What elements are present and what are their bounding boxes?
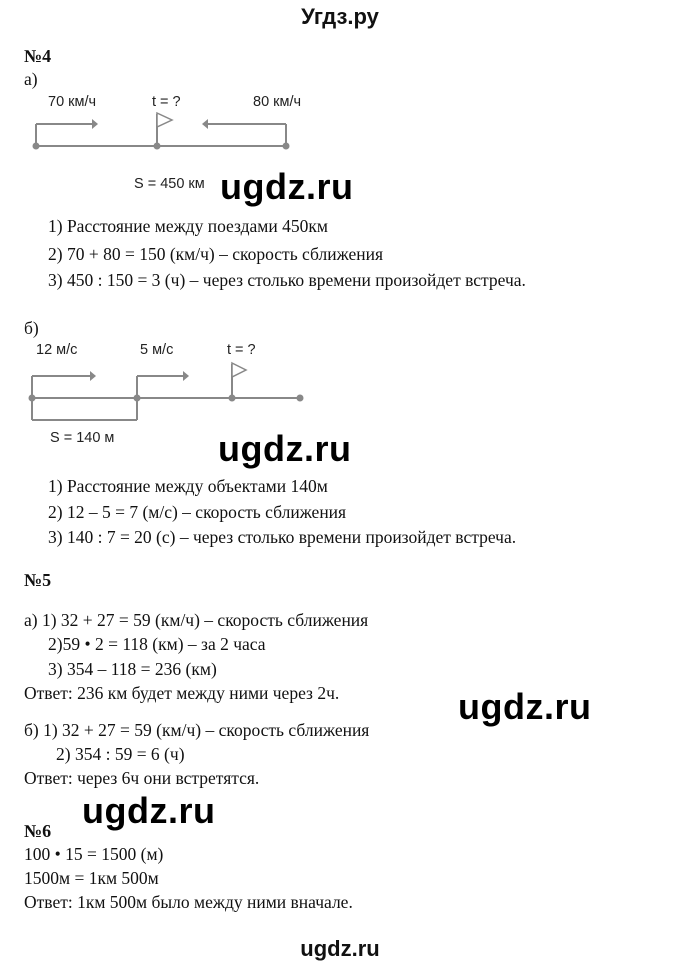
task4a-marker: а) (24, 69, 38, 89)
task6-line-1: 100 • 15 = 1500 (м) (24, 844, 164, 864)
task4b-distance: S = 140 м (50, 430, 115, 446)
task5-heading: №5 (24, 570, 52, 590)
task4b-point-mid (134, 395, 141, 402)
watermark: ugdz.ru (218, 428, 352, 469)
task5b-answer: Ответ: через 6ч они встретятся. (24, 768, 260, 788)
task4b-left-arrowhead (90, 371, 96, 381)
task4b-line-2: 2) 12 – 5 = 7 (м/с) – скорость сближения (48, 502, 347, 522)
task4b-time: t = ? (227, 342, 256, 358)
task4b-mid-arrowhead (183, 371, 189, 381)
watermark: ugdz.ru (82, 790, 216, 831)
task6-answer: Ответ: 1км 500м было между ними вначале. (24, 892, 353, 912)
task5a-line-2: 2)59 • 2 = 118 (км) – за 2 часа (48, 634, 266, 654)
task4a-time: t = ? (152, 94, 181, 110)
task5a-line-1: а) 1) 32 + 27 = 59 (км/ч) – скорость сближения (24, 610, 369, 630)
task4b-point-end (297, 395, 304, 402)
watermark: ugdz.ru (220, 166, 354, 207)
footer-watermark: ugdz.ru (300, 936, 380, 961)
task4a-speed-right: 80 км/ч (253, 94, 302, 110)
task4a-line-3: 3) 450 : 150 = 3 (ч) – через столько времени произойдет встреча. (48, 270, 526, 290)
task4b-speed-left: 12 м/с (36, 342, 78, 358)
task4b-diagram (0, 0, 680, 460)
task4b-line-1: 1) Расстояние между объектами 140м (48, 476, 328, 496)
task6-line-2: 1500м = 1км 500м (24, 868, 159, 888)
watermark: ugdz.ru (458, 686, 592, 727)
task4a-distance: S = 450 км (134, 176, 205, 192)
task4-heading: №4 (24, 46, 52, 66)
task4b-speed-right: 5 м/с (140, 342, 174, 358)
task4b-marker: б) (24, 318, 39, 338)
task5a-answer: Ответ: 236 км будет между ними через 2ч. (24, 683, 340, 703)
task4b-point-meet (229, 395, 236, 402)
task5b-line-1: б) 1) 32 + 27 = 59 (км/ч) – скорость сближения (24, 720, 370, 740)
task4a-line-2: 2) 70 + 80 = 150 (км/ч) – скорость сближения (48, 244, 384, 264)
task5b-line-2: 2) 354 : 59 = 6 (ч) (56, 744, 185, 764)
flag-icon (232, 363, 246, 377)
task6-heading: №6 (24, 821, 52, 841)
task4b-line-3: 3) 140 : 7 = 20 (с) – через столько времени произойдет встреча. (48, 527, 517, 547)
site-title: Угдз.ру (301, 4, 379, 29)
task4b-point-left (29, 395, 36, 402)
task5a-line-3: 3) 354 – 118 = 236 (км) (48, 659, 217, 679)
task4a-speed-left: 70 км/ч (48, 94, 97, 110)
task4a-line-1: 1) Расстояние между поездами 450км (48, 216, 328, 236)
